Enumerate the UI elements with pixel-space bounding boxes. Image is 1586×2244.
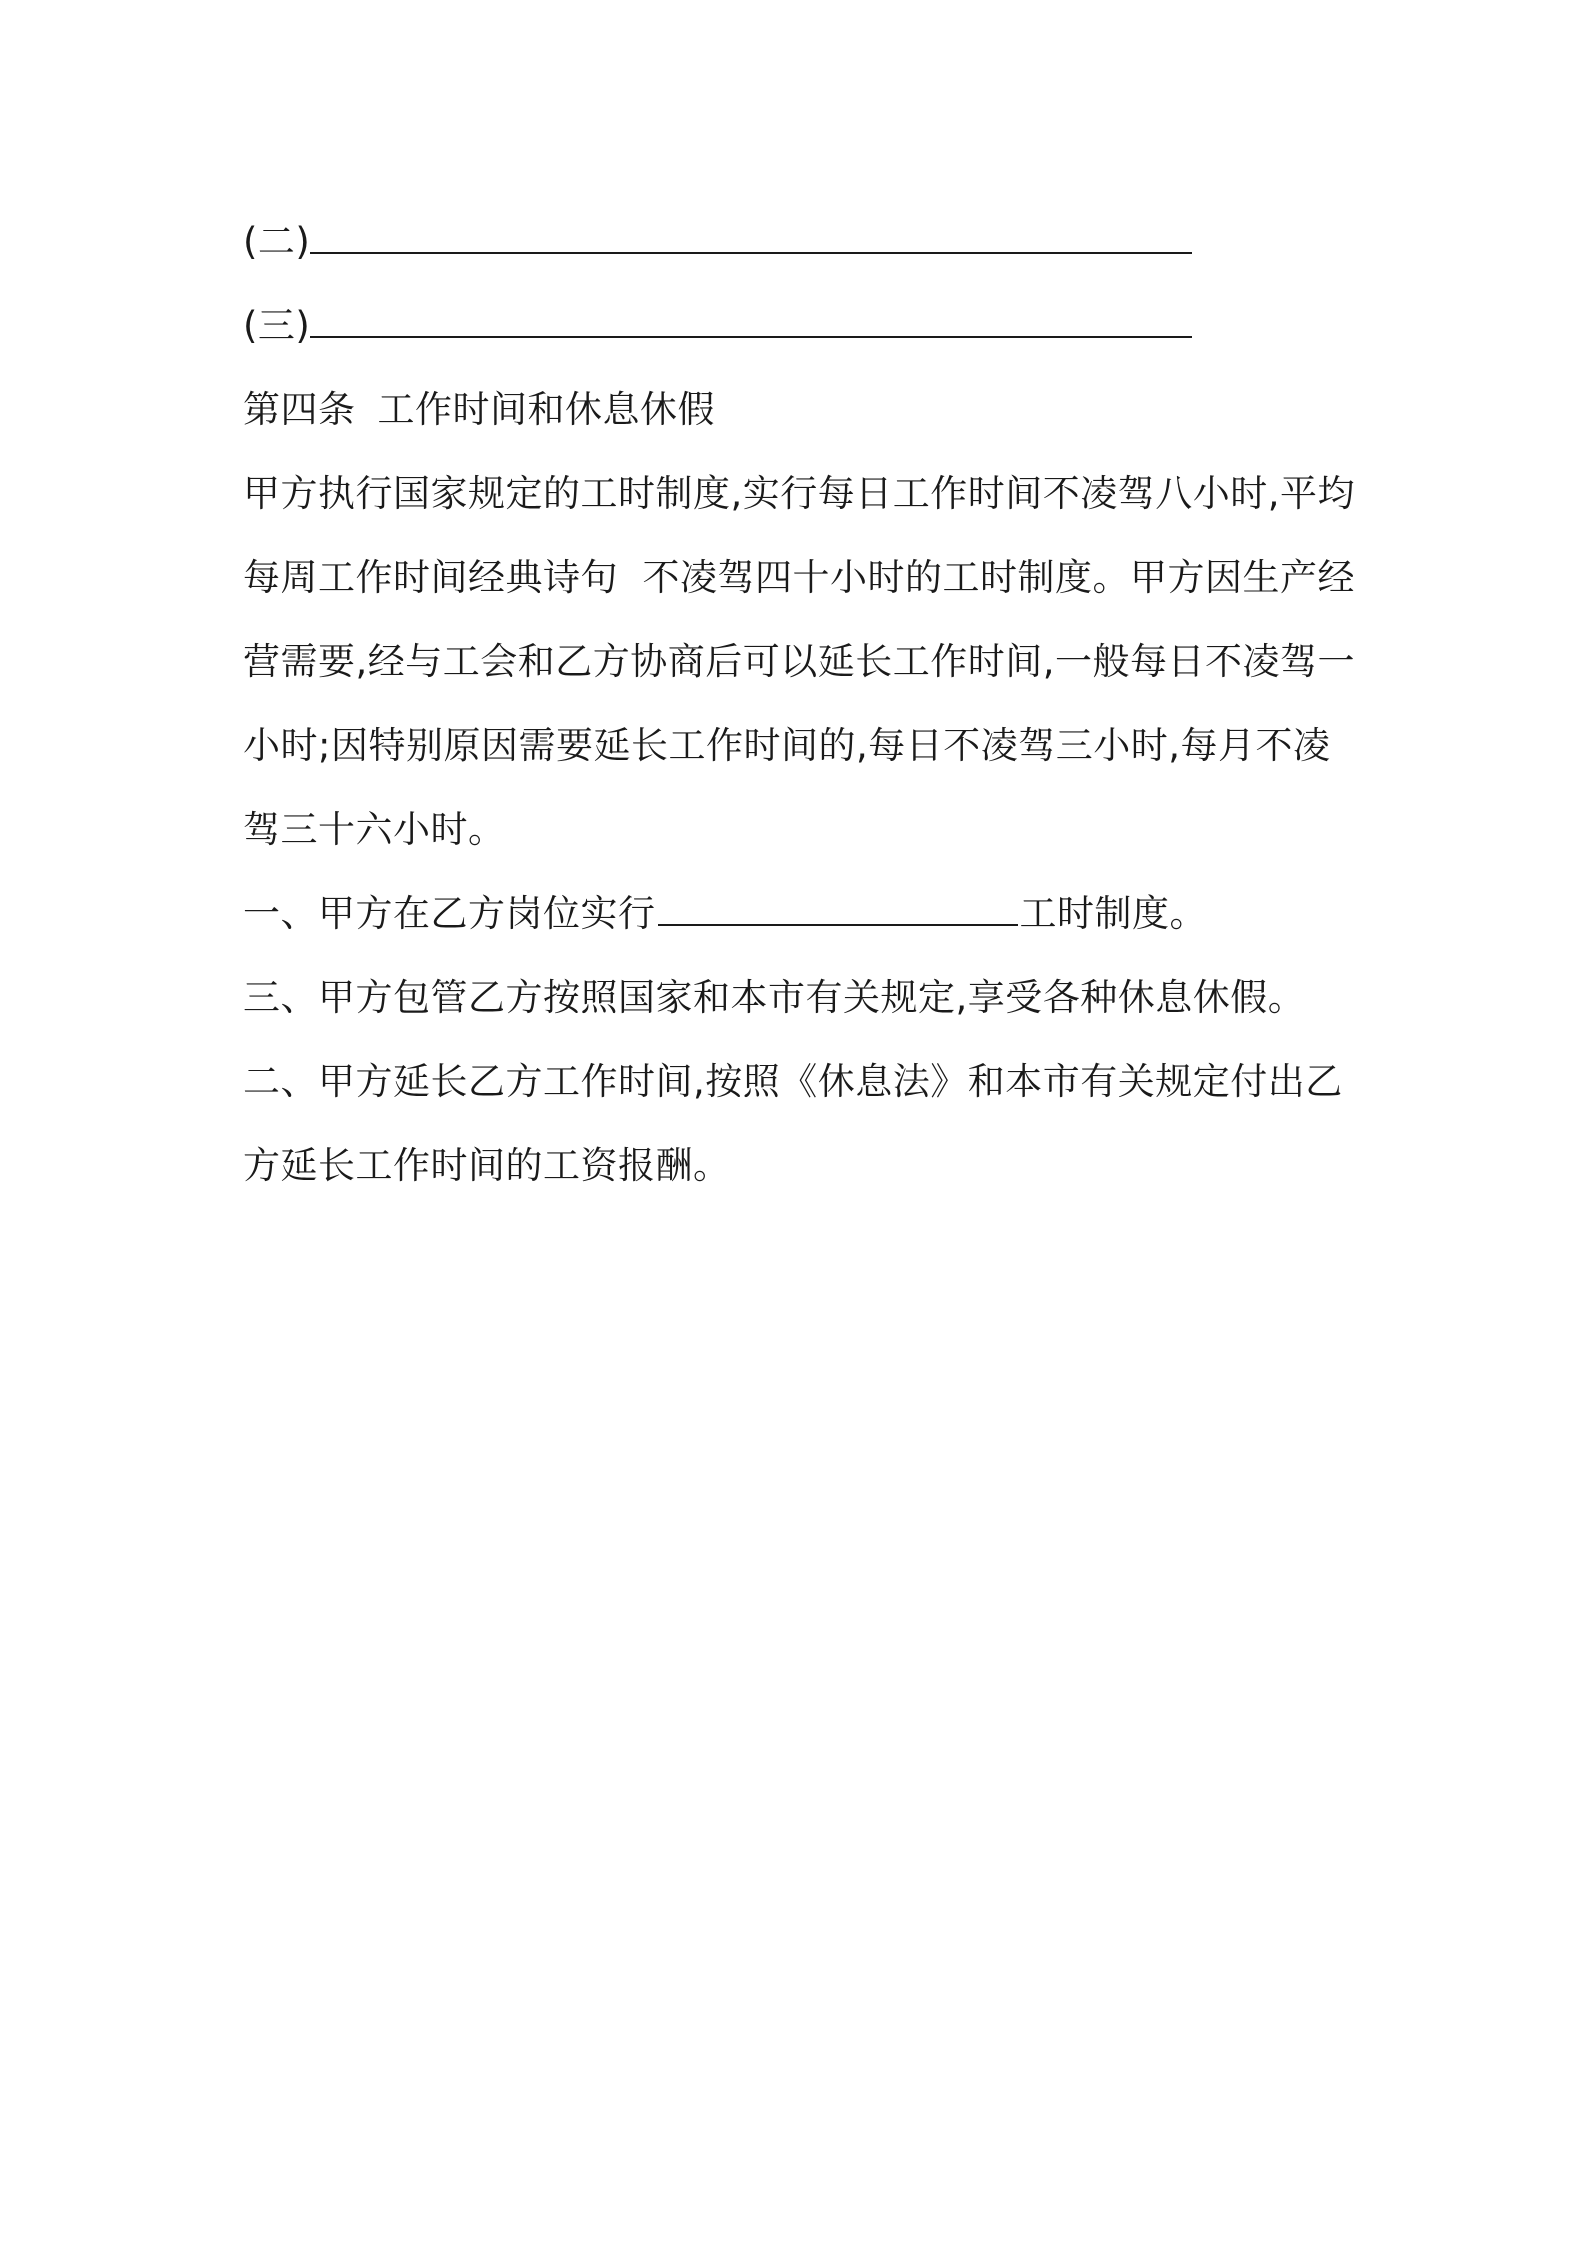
paragraph-line: 驾三十六小时。 bbox=[243, 808, 506, 851]
document-body bbox=[243, 200, 1358, 1208]
blank-item-3 bbox=[243, 284, 1358, 368]
paragraph-line: 营需要,经与工会和乙方协商后可以延长工作时间,一般每日不凌驾一 bbox=[243, 640, 1356, 683]
paragraph-line: 甲方执行国家规定的工时制度,实行每日工作时间不凌驾八小时,平均 bbox=[243, 472, 1356, 515]
clause-two-line: 方延长工作时间的工资报酬。 bbox=[243, 1144, 731, 1187]
fill-in-blank-line bbox=[310, 306, 1192, 338]
clause-one-prefix: 一、甲方在乙方岗位实行 bbox=[243, 892, 656, 935]
blank-item-label: (三) bbox=[243, 304, 311, 347]
clause-two bbox=[243, 1040, 1358, 1208]
blank-item-label: (二) bbox=[243, 220, 311, 263]
paragraph-line: 每周工作时间经典诗句 不凌驾四十小时的工时制度。甲方因生产经 bbox=[243, 556, 1356, 599]
fill-in-blank-line bbox=[310, 222, 1192, 254]
clause-three: 三、甲方包管乙方按照国家和本市有关规定,享受各种休息休假。 bbox=[243, 976, 1306, 1019]
paragraph-line: 小时;因特别原因需要延长工作时间的,每日不凌驾三小时,每月不凌 bbox=[243, 724, 1331, 767]
clause-one-suffix: 工时制度。 bbox=[1019, 892, 1207, 935]
article-number: 第四条 bbox=[243, 388, 356, 431]
clause-two-line: 二、甲方延长乙方工作时间,按照《休息法》和本市有关规定付出乙 bbox=[243, 1060, 1343, 1103]
fill-in-blank-line bbox=[658, 894, 1018, 926]
blank-item-2 bbox=[243, 200, 1358, 284]
article-heading bbox=[243, 368, 1358, 452]
clause-one bbox=[243, 872, 1358, 956]
working-hours-paragraph bbox=[243, 452, 1358, 872]
article-title: 工作时间和休息休假 bbox=[377, 388, 715, 431]
